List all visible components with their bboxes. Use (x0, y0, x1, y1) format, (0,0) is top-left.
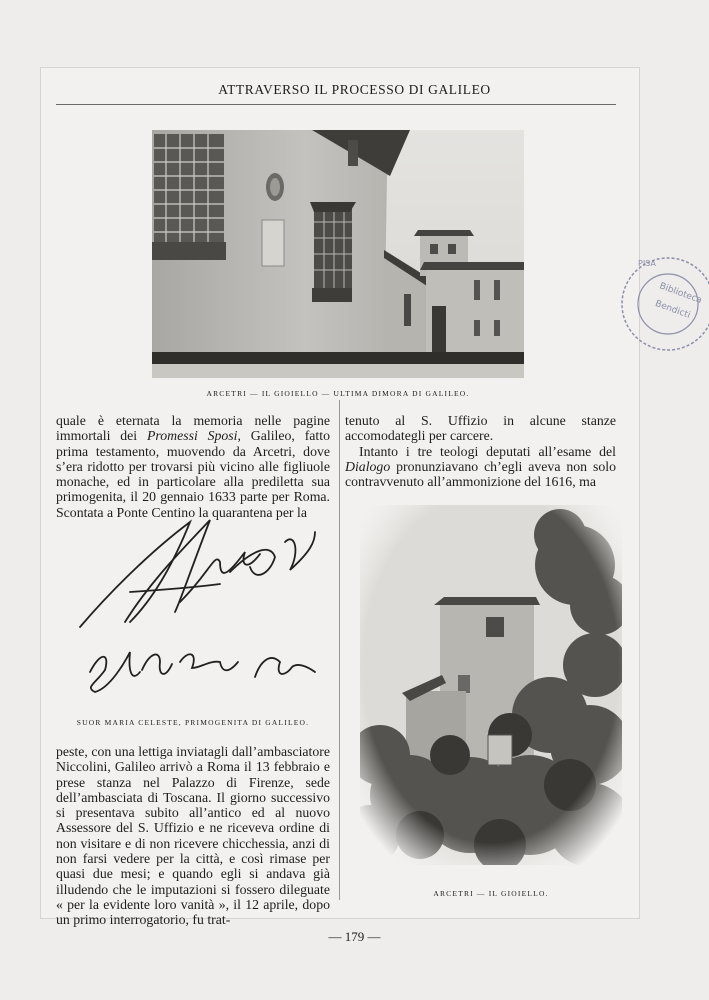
body-text: pronunziavano ch’egli aveva non solo contravvenuto all’ammonizione del 1616, ma (345, 458, 616, 490)
book-title-promessi-sposi: Promessi Sposi (146, 428, 238, 444)
body-text: , Galileo, fatto prima testamento, muovendo da Arcetri, dove s’era ridotto per trovarsi più vicino alle figliuole monache, ed in particolare alla prediletta sua primogenita, il 20 gennaio 1633 parte per Roma. Scontata a Ponte Centino la quarantena per la (56, 428, 330, 520)
right-column-text (345, 413, 616, 489)
svg-text:Bendicti: Bendicti (653, 298, 692, 321)
column-divider (339, 400, 340, 900)
svg-text:PISA: PISA (638, 259, 656, 268)
tower-caption: ARCETRI — IL GIOIELLO. (433, 889, 549, 898)
library-stamp-icon (618, 252, 709, 365)
villa-photo (152, 130, 524, 378)
signature-caption: SUOR MARIA CELESTE, PRIMOGENITA DI GALILEO. (76, 718, 310, 727)
svg-text:Biblioteca: Biblioteca (657, 281, 704, 306)
book-title-dialogo: Dialogo (345, 458, 391, 474)
villa-photo-drawing (152, 130, 524, 378)
left-column-bottom-text (56, 744, 330, 928)
running-head: ATTRAVERSO IL PROCESSO DI GALILEO (218, 82, 491, 97)
villa-caption: ARCETRI — IL GIOIELLO — ULTIMA DIMORA DI GALILEO. (206, 389, 470, 398)
header-rule (56, 104, 616, 105)
tower-photo (360, 505, 622, 865)
page-number: — 179 — (328, 929, 381, 944)
body-text: quale è eternata la memoria nelle pagine immortali dei (56, 413, 330, 444)
body-paragraph: tenuto al S. Uffizio in alcune stanze accomodategli per carcere. (345, 413, 616, 444)
left-column-top-text (56, 413, 330, 520)
signature-image (70, 512, 330, 712)
body-text: peste, con una lettiga inviatagli dall’ambasciatore Niccolini, Galileo arrivò a Roma il 13 febbraio e prese stanza nel Palazzo di Firenze, sede dell’ambasciata di Toscana. Il giorno successivo si presentava subito all’antico ed al nuovo Assessore del S. Uffizio e ne riceveva ordine di non visitare e di non ricevere chicchessia, anzi di non farsi vedere per la città, e così rimase per quasi due mesi; e quando egli si andava già illudendo che le imputazioni si fossero dileguate « per la evidente loro vanità », il 12 aprile, dopo un primo interrogatorio, fu trat- (56, 744, 330, 928)
body-text: Intanto i tre teologi deputati all’esame del (359, 443, 616, 459)
